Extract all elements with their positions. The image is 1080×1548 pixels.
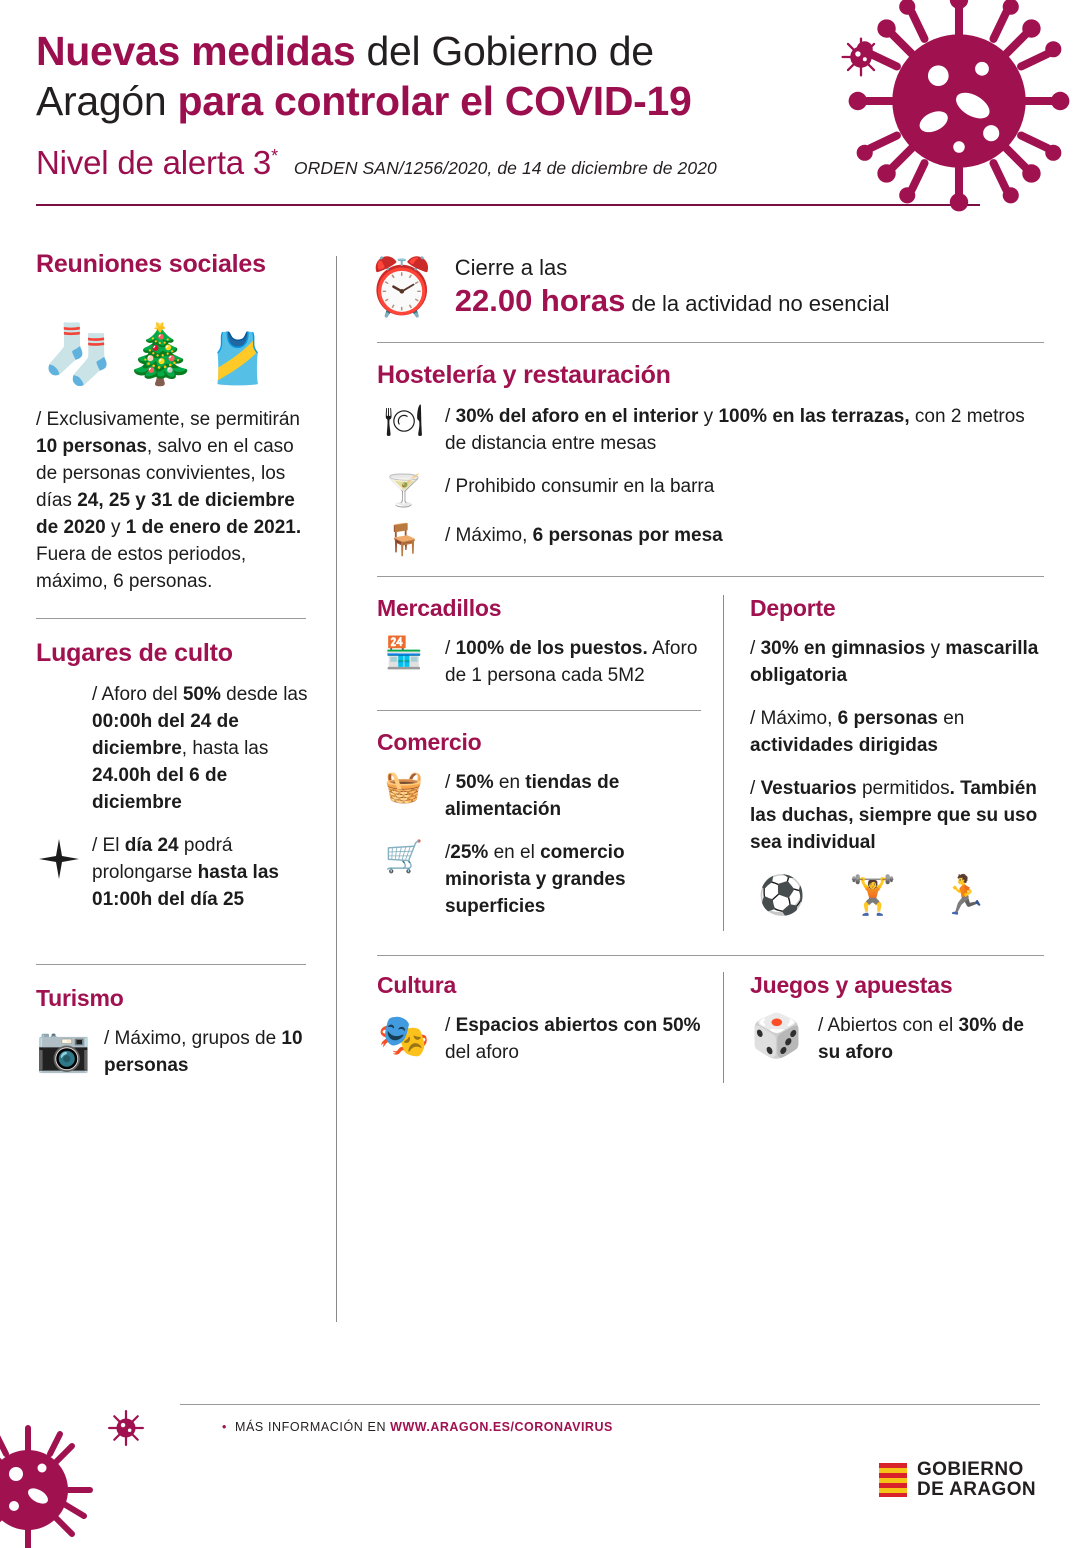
room-service-icon: 🍽 <box>384 403 424 440</box>
content-area <box>36 250 1044 1340</box>
title-part-2: del Gobierno de <box>355 28 654 74</box>
m-a: / <box>445 638 456 660</box>
left-column <box>36 250 336 1340</box>
footer <box>0 1398 1080 1528</box>
header-divider <box>36 204 980 206</box>
culto-2d: hasta las 01:00h del día 25 <box>92 861 279 910</box>
sparkle-icon <box>36 833 82 884</box>
coronavirus-bottom-left-icon <box>0 1398 136 1548</box>
government-logo <box>879 1460 1036 1500</box>
section-heading-juegos: Juegos y apuestas <box>750 971 953 998</box>
more-info-label: MÁS INFORMACIÓN EN <box>234 1420 391 1434</box>
section-heading-mercadillos: Mercadillos <box>377 595 502 622</box>
j-a: / Abiertos con el <box>818 1014 959 1036</box>
culto-1c: desde las <box>220 683 308 705</box>
more-info-url[interactable]: WWW.ARAGON.ES/CORONAVIRUS <box>390 1420 613 1434</box>
h3b: 6 personas por mesa <box>532 525 723 547</box>
mid-column-left <box>363 595 723 937</box>
mid-column-right <box>724 595 1044 937</box>
reuniones-b1: 10 personas <box>36 435 147 457</box>
culto-1e: , hasta las <box>181 737 269 759</box>
sparkle-icon-svg <box>39 839 79 879</box>
hosteleria-item-2 <box>377 473 1044 510</box>
christmas-icons <box>42 293 314 389</box>
d2c: en <box>937 708 965 730</box>
deporte-item-1 <box>750 636 1044 690</box>
alarm-clock-icon: ⏰ <box>367 255 437 321</box>
christmas-tree-icon: 🎄 <box>124 320 197 388</box>
cu-a: / <box>445 1014 456 1036</box>
h1e: con 2 metros de distancia entre mesas <box>445 406 1025 455</box>
closing-time-line1: Cierre a las <box>454 255 568 280</box>
culto-item-2-text <box>92 833 314 914</box>
h1a: / <box>445 406 456 428</box>
reuniones-t4: Fuera de estos periodos, máximo, 6 personas. <box>36 543 247 592</box>
closing-time-banner <box>363 250 1044 320</box>
culto-2c: podrá prolongarse <box>92 834 233 883</box>
more-info-line <box>222 1420 613 1434</box>
mid-two-columns <box>363 595 1044 937</box>
logo-line-2: DE ARAGON <box>916 1479 1036 1501</box>
c1b: 50% <box>455 772 494 794</box>
cultura-block <box>363 972 723 1083</box>
juegos-text <box>818 1013 1044 1067</box>
christmas-bauble-icon: 🎽 <box>206 330 269 388</box>
right-area <box>337 250 1044 1340</box>
bottom-two-columns <box>363 972 1044 1083</box>
h3a: / Máximo, <box>445 525 533 547</box>
cocktail-icon: 🍸 <box>384 473 424 510</box>
header <box>36 26 1044 236</box>
camera-icon: 📷 <box>36 1023 91 1075</box>
h1c: y <box>698 406 719 428</box>
dice-icon: 🎲 <box>750 1010 804 1060</box>
coronavirus-large-icon <box>844 0 1074 216</box>
d2a: / Máximo, <box>750 708 838 730</box>
turismo-a: / Máximo, grupos de <box>104 1027 282 1049</box>
d3b: Vestuarios <box>760 778 857 800</box>
closing-time-text <box>455 254 890 320</box>
logo-line-1: GOBIERNO <box>916 1459 1024 1481</box>
c2d: comercio minorista y grandes superficies <box>445 842 626 917</box>
c2c: en el <box>488 842 541 864</box>
closing-hour: 22.00 horas <box>454 282 626 318</box>
footer-divider <box>180 1404 1040 1405</box>
turismo-b: 10 personas <box>104 1027 303 1076</box>
aragon-flag-icon <box>879 1463 907 1497</box>
culto-item-2 <box>36 833 314 930</box>
d3d: . También las <box>750 778 1037 827</box>
comercio-item-1-text <box>445 770 701 824</box>
right-divider-2 <box>377 576 1044 577</box>
culto-1f: 24.00h del 6 de diciembre <box>92 764 228 813</box>
reuniones-b2: 24, 25 y 31 de diciembre de 2020 <box>36 489 295 538</box>
juegos-block <box>724 972 1044 1083</box>
section-heading-comercio: Comercio <box>377 729 482 756</box>
comercio-item-2 <box>377 840 701 921</box>
reuniones-t1: / Exclusivamente, se permitirán <box>36 409 300 430</box>
hosteleria-item-2-text: / Prohibido consumir en la barra <box>445 476 715 498</box>
football-icon: ⚽ <box>758 872 806 917</box>
comercio-item-1 <box>377 770 701 824</box>
title-part-4: para controlar el COVID-19 <box>177 78 692 125</box>
shopping-cart-icon: 🛒 <box>384 839 424 876</box>
weightlifting-icon: 🏋 <box>849 872 897 917</box>
h1b: 30% del aforo en el interior <box>455 406 699 428</box>
mercadillos-item <box>377 636 701 690</box>
culto-1b: 50% <box>182 683 221 705</box>
order-reference: ORDEN SAN/1256/2020, de 14 de diciembre de 2020 <box>293 158 717 179</box>
c2a: / <box>445 842 451 864</box>
d3a: / <box>750 778 761 800</box>
d1a: / <box>750 638 761 660</box>
mercadillos-text <box>445 636 701 690</box>
deporte-item-3 <box>750 776 1044 857</box>
hosteleria-item-3 <box>377 522 1044 559</box>
turismo-text <box>104 1026 314 1080</box>
coronavirus-bottom-small-icon <box>104 1406 148 1450</box>
title-part-3: Aragón <box>36 78 178 125</box>
d3e: duchas, siempre que su uso sea individual <box>750 805 1038 853</box>
reuniones-t3: y <box>105 516 126 538</box>
section-heading-reuniones: Reuniones sociales <box>36 250 266 278</box>
reuniones-text <box>36 407 314 596</box>
turismo-item <box>36 1023 314 1080</box>
section-heading-turismo: Turismo <box>36 984 124 1011</box>
deporte-item-2 <box>750 706 1044 760</box>
c2b: 25% <box>450 842 489 864</box>
alert-level-label: Nivel de alerta 3 <box>36 144 272 182</box>
j-b: 30% de su aforo <box>818 1014 1024 1063</box>
hosteleria-item-1 <box>377 404 1044 458</box>
subtitle-row <box>36 144 1044 182</box>
culto-item-1-text <box>92 682 314 817</box>
section-heading-culto: Lugares de culto <box>36 638 233 667</box>
mid-divider <box>377 710 701 711</box>
government-logo-text <box>917 1460 1036 1500</box>
page-title <box>36 26 866 126</box>
culto-1a: / Aforo del <box>92 683 183 705</box>
culto-2b: día 24 <box>124 834 179 856</box>
left-divider-2 <box>36 964 306 965</box>
d2d: actividades dirigidas <box>750 735 938 757</box>
d1b: 30% en gimnasios <box>760 638 926 660</box>
section-heading-hosteleria: Hostelería y restauración <box>377 361 671 390</box>
comercio-item-2-text <box>445 840 701 921</box>
reuniones-b3: 1 de enero de 2021. <box>125 516 302 538</box>
hosteleria-block <box>363 361 1044 559</box>
cultura-item <box>377 1010 701 1067</box>
d1d: mascarilla obligatoria <box>750 638 1039 687</box>
d3c: permitidos <box>856 778 950 800</box>
alert-level <box>36 144 278 182</box>
left-divider-1 <box>36 618 306 619</box>
hosteleria-item-3-text <box>445 523 1044 550</box>
food-basket-icon: 🧺 <box>384 769 424 806</box>
closing-tail: de la actividad no esencial <box>625 290 890 316</box>
m-b: 100% de los puestos. <box>455 638 648 660</box>
section-heading-deporte: Deporte <box>750 595 836 622</box>
sport-icons <box>758 873 1044 918</box>
market-stall-icon: 🏪 <box>384 635 424 672</box>
right-divider-3 <box>377 955 1044 956</box>
cu-b: Espacios abiertos con 50% <box>455 1014 701 1036</box>
culto-spacer <box>36 682 82 688</box>
d2b: 6 personas <box>837 708 938 730</box>
reuniones-t2: , salvo en el caso de personas convivientes, los días <box>36 435 294 511</box>
m-c: Aforo de 1 persona cada 5M2 <box>445 638 698 687</box>
d1c: y <box>925 638 946 660</box>
table-chairs-icon: 🪑 <box>384 522 424 559</box>
title-part-1: Nuevas medidas <box>36 28 356 74</box>
c1c: en <box>493 772 526 794</box>
right-divider-1 <box>377 342 1044 343</box>
cu-c: del aforo <box>445 1041 519 1063</box>
h1d: 100% en las terrazas, <box>718 406 910 428</box>
c1d: tiendas de alimentación <box>445 772 620 821</box>
theatre-masks-icon: 🎭 <box>377 1010 431 1060</box>
closing-time-line2 <box>455 282 890 321</box>
juegos-item <box>750 1010 1044 1067</box>
c1a: / <box>445 772 456 794</box>
cultura-text <box>445 1013 701 1067</box>
hosteleria-item-1-text <box>445 404 1044 458</box>
bullet-icon: • <box>222 1420 227 1434</box>
section-heading-cultura: Cultura <box>377 971 457 998</box>
running-icon: 🏃 <box>940 872 988 917</box>
culto-item-1 <box>36 682 314 833</box>
christmas-stocking-icon: 🧦 <box>42 320 115 388</box>
alert-level-asterisk: * <box>271 146 278 167</box>
culto-2a: / El <box>92 834 125 856</box>
culto-1d: 00:00h del 24 de diciembre <box>92 710 239 759</box>
